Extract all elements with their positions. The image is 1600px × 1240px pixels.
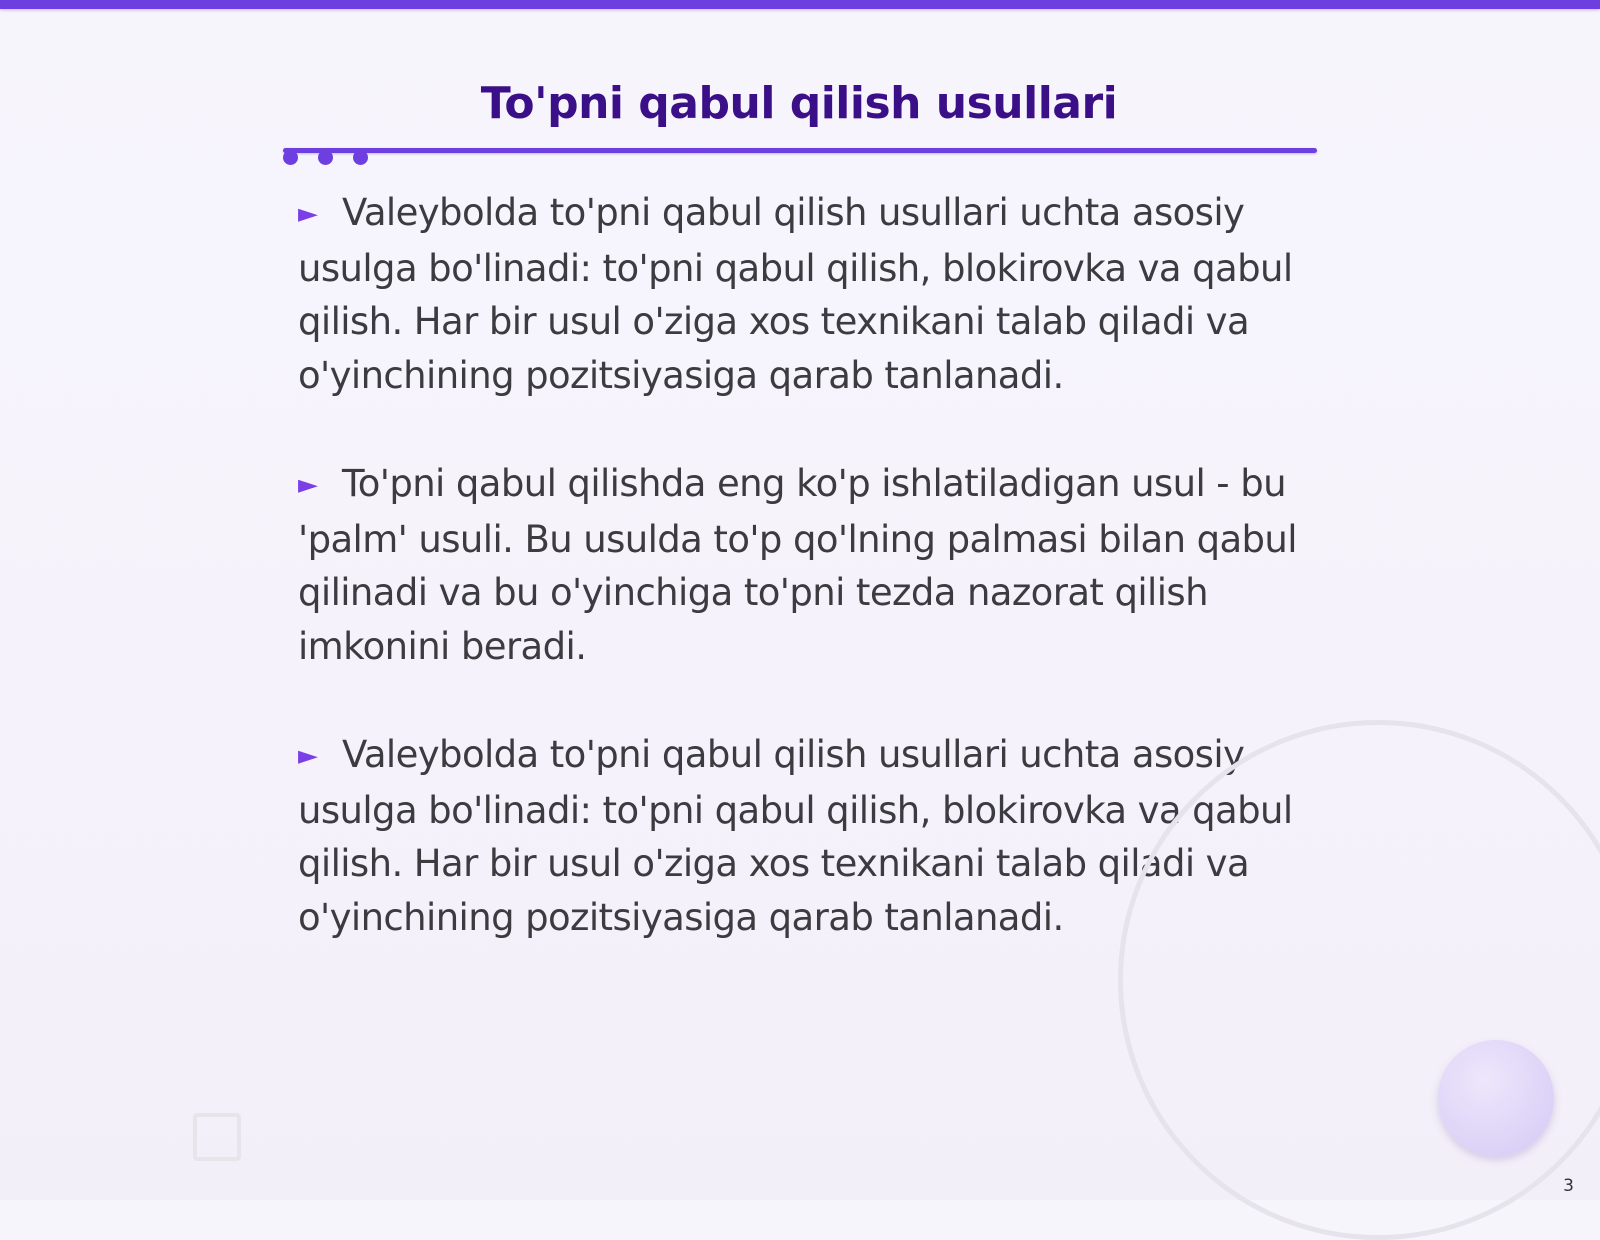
underline-dot: [283, 150, 298, 165]
bullet-arrow-icon: ►: [298, 741, 318, 771]
title-underline: [283, 148, 1317, 153]
bullet-arrow-icon: ►: [298, 199, 318, 229]
decorative-circle: [1438, 1040, 1554, 1156]
bullet-text: To'pni qabul qilishda eng ko'p ishlatiladigan usul - bu 'palm' usuli. Bu usulda to'p qo'lning palmasi bilan qabul qilinadi va bu o'yinchiga to'pni tezda nazorat qilish imkonini beradi.: [298, 462, 1297, 668]
bullet-text: Valeybolda to'pni qabul qilish usullari uchta asosiy usulga bo'linadi: to'pni qabul qilish, blokirovka va qabul qilish. Har bir usul o'ziga xos texnikani talab qiladi va o'yinchining pozitsiyasiga qarab tanlanadi.: [298, 733, 1293, 939]
page-number: 3: [1563, 1176, 1574, 1196]
bullet-item: [298, 457, 1308, 673]
top-accent-bar: [0, 0, 1600, 9]
bullet-arrow-icon: ►: [298, 470, 318, 500]
underline-dot: [318, 150, 333, 165]
underline-dot: [353, 150, 368, 165]
slide-title: To'pni qabul qilish usullari: [480, 78, 1118, 129]
bullet-text: Valeybolda to'pni qabul qilish usullari uchta asosiy usulga bo'linadi: to'pni qabul qilish, blokirovka va qabul qilish. Har bir usul o'ziga xos texnikani talab qiladi va o'yinchining pozitsiyasiga qarab tanlanadi.: [298, 191, 1293, 397]
bullet-item: [298, 186, 1308, 402]
decorative-square: [193, 1113, 241, 1161]
